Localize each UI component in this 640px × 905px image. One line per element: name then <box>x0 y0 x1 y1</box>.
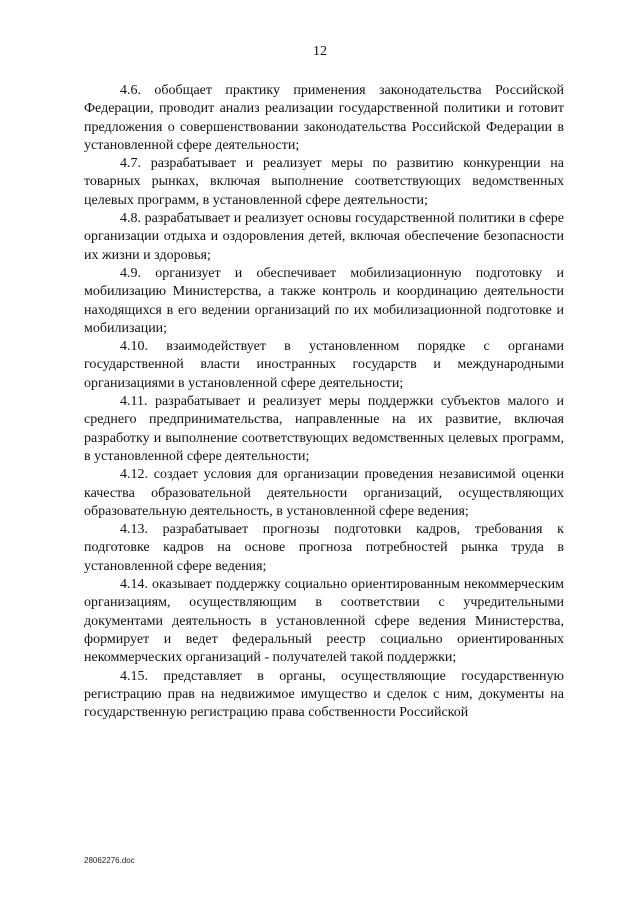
paragraph-4-15: 4.15. представляет в органы, осуществляющие государственную регистрацию прав на недвижимое имущество и сделок с ним, документы на государственную регистрацию права собственности Российской <box>84 668 564 721</box>
paragraph-4-12: 4.12. создает условия для организации проведения независимой оценки качества образовательной деятельности организаций, осуществляющих образовательную деятельность, в установленной сфере ведения; <box>84 467 564 519</box>
paragraph-4-7: 4.7. разрабатывает и реализует меры по развитию конкуренции на товарных рынках, включая выполнение соответствующих ведомственных целевых программ, в установленной сфере деятельности; <box>84 156 564 208</box>
document-body <box>84 82 564 722</box>
paragraph-4-11: 4.11. разрабатывает и реализует меры поддержки субъектов малого и среднего предпринимательства, направленные на их развитие, включая разработку и выполнение соответствующих ведомственных целевых программ, в установленной сфере деятельности; <box>84 394 564 464</box>
paragraph-4-10: 4.10. взаимодействует в установленном порядке с органами государственной власти иностранных государств и международными организациями в установленной сфере деятельности; <box>84 339 564 391</box>
paragraph-4-13: 4.13. разрабатывает прогнозы подготовки кадров, требования к подготовке кадров на основе прогноза потребностей рынка труда в установленной сфере ведения; <box>84 522 564 574</box>
footer-filename: 28062276.doc <box>84 856 135 865</box>
paragraph-4-9: 4.9. организует и обеспечивает мобилизационную подготовку и мобилизацию Министерства, а также контроль и координацию деятельности находящихся в его ведении организаций по их мобилизационной подготовке и мобилизации; <box>84 265 564 336</box>
paragraph-4-6: 4.6. обобщает практику применения законодательства Российской Федерации, проводит анализ реализации государственной политики и готовит предложения о совершенствовании законодательства Российской Федерации в установленной сфере деятельности; <box>84 83 564 153</box>
page-number: 12 <box>313 44 327 59</box>
paragraph-4-8: 4.8. разрабатывает и реализует основы государственной политики в сфере организации отдыха и оздоровления детей, включая обеспечение безопасности их жизни и здоровья; <box>84 211 564 263</box>
paragraph-4-14: 4.14. оказывает поддержку социально ориентированным некоммерческим организациям, осуществляющим в соответствии с учредительными документами деятельность в установленной сфере ведения Министерства, формирует и ведет федеральный реестр социально ориентированных некоммерческих организаций - получателей такой поддержки; <box>84 577 564 666</box>
